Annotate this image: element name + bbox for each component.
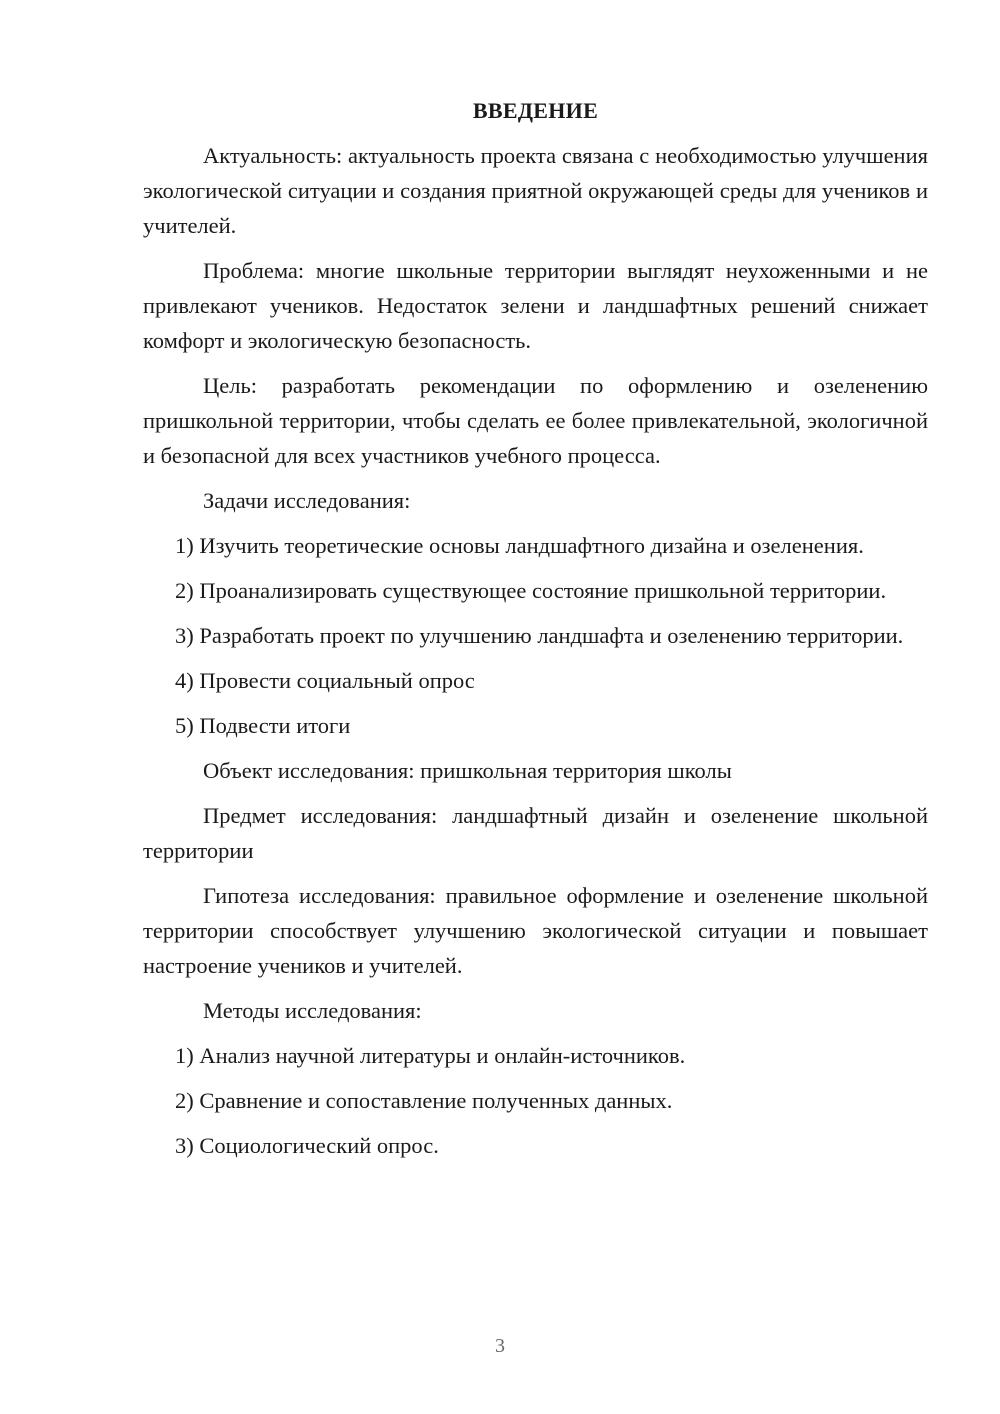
method-item-1: 1) Анализ научной литературы и онлайн-источников. [175,1043,686,1068]
task-item-5: 5) Подвести итоги [175,713,351,738]
tasks-heading: Задачи исследования: [203,488,411,513]
subject-paragraph: Предмет исследования: ландшафтный дизайн и озеленение школьной территории [143,803,928,863]
methods-heading: Методы исследования: [203,998,422,1023]
task-item-3: 3) Разработать проект по улучшению ландшафта и озеленению территории. [175,623,904,648]
object-paragraph: Объект исследования: пришкольная территория школы [203,758,732,783]
problem-paragraph: Проблема: многие школьные территории выглядят неухоженными и не привлекают учеников. Недостаток зелени и ландшафтных решений снижает комфорт и экологическую безопасность. [143,258,928,353]
section-title: ВВЕДЕНИЕ [472,98,599,123]
document-body [143,94,928,1173]
method-item-2: 2) Сравнение и сопоставление полученных данных. [175,1088,673,1113]
goal-paragraph: Цель: разработать рекомендации по оформлению и озеленению пришкольной территории, чтобы сделать ее более привлекательной, экологичной и безопасной для всех участников учебного процесса. [143,373,928,468]
hypothesis-paragraph: Гипотеза исследования: правильное оформление и озеленение школьной территории способствует улучшению экологической ситуации и повышает настроение учеников и учителей. [143,883,928,978]
method-item-3: 3) Социологический опрос. [175,1133,439,1158]
task-item-1: 1) Изучить теоретические основы ландшафтного дизайна и озеленения. [175,533,864,558]
task-item-2: 2) Проанализировать существующее состояние пришкольной территории. [175,578,887,603]
page-number: 3 [495,1335,505,1357]
task-item-4: 4) Провести социальный опрос [175,668,475,693]
relevance-paragraph: Актуальность: актуальность проекта связана с необходимостью улучшения экологической ситуации и создания приятной окружающей среды для учеников и учителей. [143,143,928,238]
